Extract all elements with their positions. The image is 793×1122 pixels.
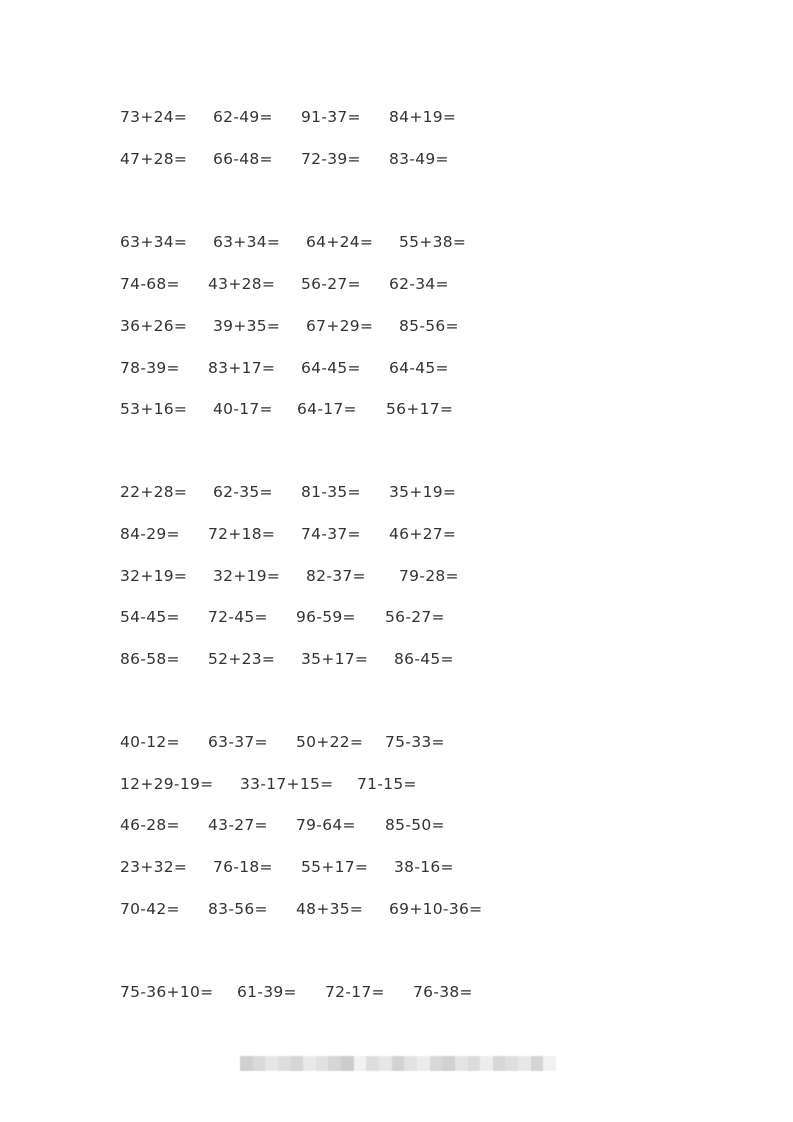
math-problem: 12+29-19= xyxy=(120,775,214,793)
math-problem: 83-49= xyxy=(389,150,449,168)
math-problem: 72-39= xyxy=(301,150,361,168)
math-problem: 63-37= xyxy=(208,733,268,751)
math-problem: 83+17= xyxy=(208,359,276,377)
math-problem: 67+29= xyxy=(306,317,374,335)
math-problem: 47+28= xyxy=(120,150,188,168)
math-problem: 72-17= xyxy=(325,983,385,1001)
math-problem: 54-45= xyxy=(120,608,180,626)
math-problem: 62-49= xyxy=(213,108,273,126)
math-problem: 72-45= xyxy=(208,608,268,626)
math-problem: 56-27= xyxy=(301,275,361,293)
math-problem: 73+24= xyxy=(120,108,188,126)
math-problem: 64+24= xyxy=(306,233,374,251)
math-problem: 83-56= xyxy=(208,900,268,918)
math-problem: 55+38= xyxy=(399,233,467,251)
math-problem: 79-64= xyxy=(296,816,356,834)
math-problem: 81-35= xyxy=(301,483,361,501)
math-problem: 39+35= xyxy=(213,317,281,335)
math-problem: 48+35= xyxy=(296,900,364,918)
math-problem: 85-56= xyxy=(399,317,459,335)
math-problem: 75-33= xyxy=(385,733,445,751)
math-problem: 38-16= xyxy=(394,858,454,876)
math-problem: 78-39= xyxy=(120,359,180,377)
math-problem: 36+26= xyxy=(120,317,188,335)
math-problem: 55+17= xyxy=(301,858,369,876)
math-problem: 82-37= xyxy=(306,567,366,585)
math-problem: 85-50= xyxy=(385,816,445,834)
math-problem: 56+17= xyxy=(386,400,454,418)
math-problem: 43-27= xyxy=(208,816,268,834)
math-problem: 76-18= xyxy=(213,858,273,876)
math-problem: 22+28= xyxy=(120,483,188,501)
math-problem: 33-17+15= xyxy=(240,775,334,793)
math-problem: 46+27= xyxy=(389,525,457,543)
math-problem: 70-42= xyxy=(120,900,180,918)
math-problem: 84-29= xyxy=(120,525,180,543)
math-problem: 40-17= xyxy=(213,400,273,418)
math-problem: 86-45= xyxy=(394,650,454,668)
math-problem: 62-34= xyxy=(389,275,449,293)
math-problem: 50+22= xyxy=(296,733,364,751)
math-problem: 61-39= xyxy=(237,983,297,1001)
math-problem: 32+19= xyxy=(120,567,188,585)
math-problem: 71-15= xyxy=(357,775,417,793)
math-problem: 76-38= xyxy=(413,983,473,1001)
math-problem: 23+32= xyxy=(120,858,188,876)
math-problem: 35+19= xyxy=(389,483,457,501)
math-problem: 32+19= xyxy=(213,567,281,585)
math-problem: 40-12= xyxy=(120,733,180,751)
math-problem: 79-28= xyxy=(399,567,459,585)
math-problem: 86-58= xyxy=(120,650,180,668)
math-problem: 43+28= xyxy=(208,275,276,293)
math-problem: 35+17= xyxy=(301,650,369,668)
math-problem: 64-17= xyxy=(297,400,357,418)
math-problem: 52+23= xyxy=(208,650,276,668)
math-problem: 46-28= xyxy=(120,816,180,834)
math-problem: 63+34= xyxy=(213,233,281,251)
math-problem: 69+10-36= xyxy=(389,900,483,918)
math-problem: 63+34= xyxy=(120,233,188,251)
math-problem: 84+19= xyxy=(389,108,457,126)
math-problem: 56-27= xyxy=(385,608,445,626)
math-problem: 74-68= xyxy=(120,275,180,293)
math-problem: 53+16= xyxy=(120,400,188,418)
math-problem: 72+18= xyxy=(208,525,276,543)
math-problem: 74-37= xyxy=(301,525,361,543)
math-problem: 64-45= xyxy=(389,359,449,377)
math-problem: 96-59= xyxy=(296,608,356,626)
math-problem: 91-37= xyxy=(301,108,361,126)
math-problem: 75-36+10= xyxy=(120,983,214,1001)
math-problem: 62-35= xyxy=(213,483,273,501)
math-problem: 64-45= xyxy=(301,359,361,377)
math-problem: 66-48= xyxy=(213,150,273,168)
blurred-footer-watermark xyxy=(240,1056,556,1071)
